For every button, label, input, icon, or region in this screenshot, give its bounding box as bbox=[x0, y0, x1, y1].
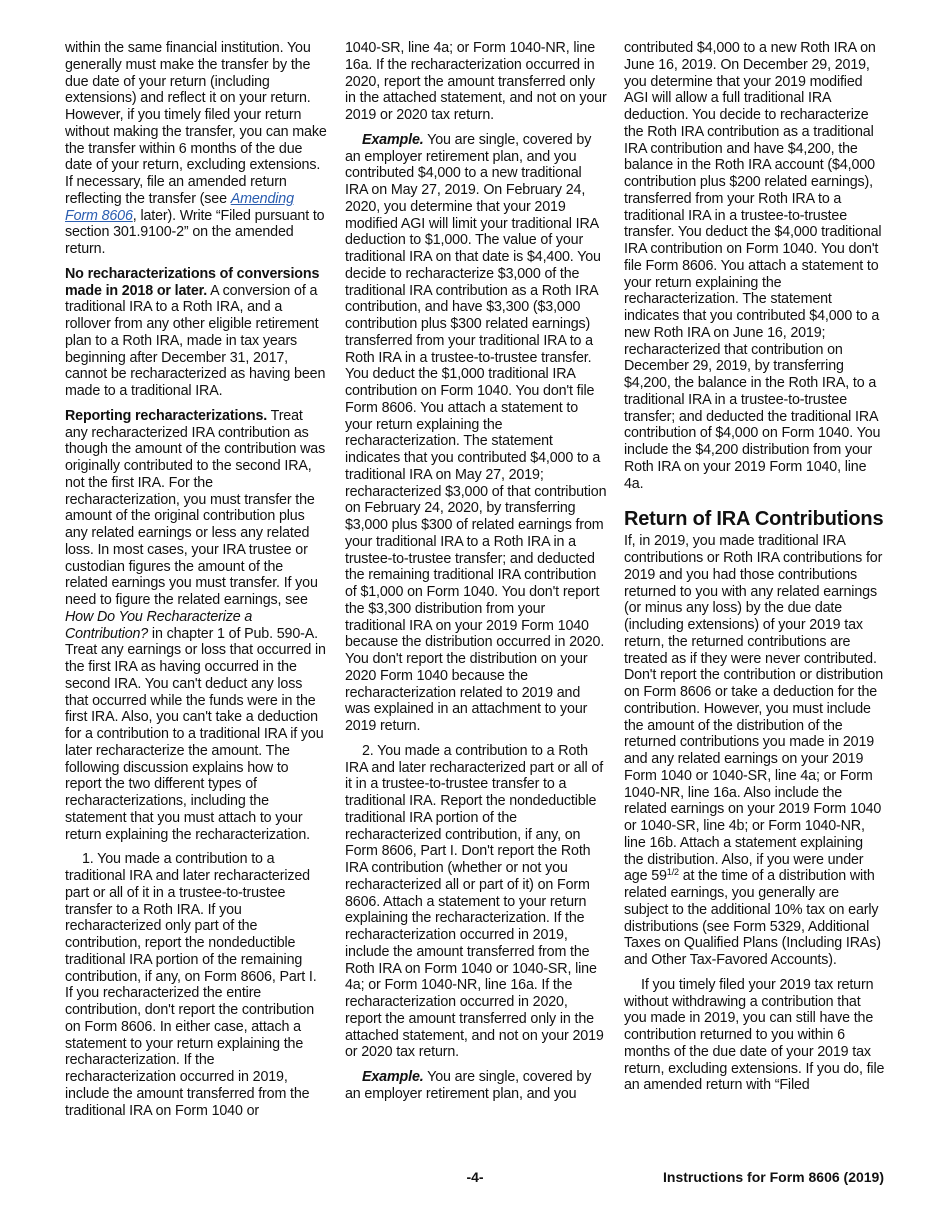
paragraph-case-1: 1. You made a contribution to a traditional IRA and later recharacterized part or all of it in a trustee-to-trustee transfer to a Roth IRA. If you recharacterized only part of the contribution, report the nondeductible traditional IRA portion of the remaining contribution, if any, on Form 8606, Part I. If you recharacterized the entire contribution, don't report the contribution on Form 8606. In either case, attach a statement to your return explaining the recharacterization. If the recharacterization occurred in 2019, include the amount transferred from the traditional IRA on Form 1040 or bbox=[65, 851, 317, 1119]
no-recharacterizations-heading: No recharacterizations of conversions made in 2018 or later. bbox=[65, 265, 320, 299]
paragraph-example-1: Example. You are single, covered by an employer retirement plan, and you contributed $4,000 to a new traditional IRA on May 27, 2019. On February 24, 2020, you determine that your 2019 modified AGI will limit your traditional IRA deduction to $1,000. The value of your traditional IRA on that date is $4,400. You decide to recharacterize $3,000 of the traditional IRA contribution as a Roth IRA contribution, and have $3,300 ($3,000 contribution plus $300 related earnings) transferred from your traditional IRA to a Roth IRA in a trustee-to-trustee transfer. You deduct the $1,000 traditional IRA contribution on Form 1040. You don't file Form 8606. You attach a statement to your return explaining the recharacterization. The statement indicates that you contributed $4,000 to a traditional IRA on May 27, 2019; recharacterized $3,000 of that contribution on February 24, 2020, by transferring $3,000 plus $300 of related earnings from your traditional IRA to a Roth IRA in a trustee-to-trustee transfer; and deducted the remaining traditional IRA contribution of $1,000 on Form 1040. You don't report the $3,300 distribution from your traditional IRA on your 2019 Form 1040 because the distribution occurred in 2020. You don't report the distribution on your 2020 Form 1040 because the recharacterization related to 2019 and was explained in an attachment to your 2019 return. bbox=[345, 131, 607, 734]
paragraph-example-2: Example. You are single, covered by an employer retirement plan, and you bbox=[345, 1069, 592, 1102]
column-3 bbox=[624, 40, 886, 1102]
paragraph-reporting-recharacterizations: Reporting recharacterizations. Treat any recharacterized IRA contribution as though the amount of the contribution was originally contributed to the second IRA, not the first IRA. For the recharacterization, you must transfer the amount of the original contribution plus any related earnings or less any related loss. In most cases, your IRA trustee or custodian figures the amount of the related earnings you must transfer. If you need to figure the related earnings, see How Do You Recharacterize a Contribution? in chapter 1 of Pub. 590-A. Treat any earnings or loss that occurred in the first IRA as having occurred in the second IRA. You can't deduct any loss that occurred while the funds were in the first IRA. Also, you can't take a deduction for a contribution to a traditional IRA if you later recharacterize the amount. The following discussion explains how to report the two different types of recharacterizations, including the statement that you must attach to your return explaining the recharacterization. bbox=[65, 407, 326, 843]
paragraph-returned-contributions: If, in 2019, you made traditional IRA contributions or Roth IRA contributions for 2019 and you had those contributions returned to you with any related earnings (or minus any loss) by the due date (including extensions) of your 2019 tax return, the returned contributions are treated as if they were never contributed. Don't report the contribution or distribution on Form 8606 or take a deduction for the contribution. However, you must include the amount of the distribution of the returned contributions you made in 2019 and any related earnings on your 2019 Form 1040 or 1040-SR, line 4a; or Form 1040-NR, line 16a. Also include the related earnings on your 2019 Form 1040 or 1040-SR, line 4b; or Form 1040-NR, line 16b. Attach a statement explaining the distribution. Also, if you were under age $59^{1/2}$ at the time of a distribution with related earnings, you generally are subject to the additional 10% tax on early distributions (see Form 5329, Additional Taxes on Qualified Plans (Including IRAs) and Other Tax-Favored Accounts). bbox=[624, 533, 884, 968]
fraction-half: 1/2 bbox=[666, 867, 679, 878]
paragraph-timely-filed: If you timely filed your 2019 tax return without withdrawing a contribution that you made in 2019, you can still have the contribution returned to you within 6 months of the due date of your 2019 tax return, excluding extensions. If you do, file an amended return with “Filed bbox=[624, 976, 885, 1094]
pub-reference: How Do You Recharacterize a Contribution? bbox=[65, 608, 253, 642]
paragraph-case-1-continued: 1040-SR, line 4a; or Form 1040-NR, line 16a. If the recharacterization occurred in 2020, report the amount transferred only in the attached statement, and not on your 2019 or 2020 tax return. bbox=[345, 40, 607, 123]
paragraph-no-recharacterizations: No recharacterizations of conversions made in 2018 or later. A conversion of a traditional IRA to a Roth IRA, and a rollover from any other eligible retirement plan to a Roth IRA, made in tax years beginning after December 31, 2017, cannot be recharacterized as having been made to a traditional IRA. bbox=[65, 265, 326, 399]
section-heading-return-of-ira-contributions: Return of IRA Contributions bbox=[624, 508, 884, 531]
example-label: Example. bbox=[362, 131, 424, 148]
amending-form-8606-link[interactable]: Amending Form 8606 bbox=[65, 190, 294, 224]
page-number: -4- bbox=[466, 1169, 484, 1185]
paragraph-transfer-timing: within the same financial institution. You generally must make the transfer by the due date of your return (including extensions) and reflect it on your return. However, if you timely filed your return without making the transfer, you can make the transfer within 6 months of the due date of your return, excluding extensions. If necessary, file an amended return reflecting the transfer (see Amending Form 8606, later). Write “Filed pursuant to section 301.9100-2” on the amended return. bbox=[65, 40, 327, 257]
example-label: Example. bbox=[362, 1069, 424, 1085]
paragraph-case-2: 2. You made a contribution to a Roth IRA and later recharacterized part or all of it in a trustee-to-trustee transfer to a traditional IRA. Report the nondeductible traditional IRA portion of the recharacterized contribution, if any, on Form 8606, Part I. Don't report the Roth IRA contribution (whether or not you recharacterized all or part of it) on Form 8606. Attach a statement to your return explaining the recharacterization. If the recharacterization occurred in 2019, include the amount transferred from the Roth IRA on Form 1040 or 1040-SR, line 4a; or Form 1040-NR, line 16a. If the recharacterization occurred in 2020, report the amount transferred only in the attached statement, and not on your 2019 or 2020 tax return. bbox=[345, 742, 604, 1061]
reporting-recharacterizations-heading: Reporting recharacterizations. bbox=[65, 407, 268, 424]
paragraph-example-2-continued: contributed $4,000 to a new Roth IRA on June 16, 2019. On December 29, 2019, you determine that your 2019 modified AGI will allow a full traditional IRA deduction. You decide to recharacterize the Roth IRA contribution as a traditional IRA contribution and have $4,200, the balance in the Roth IRA account ($4,000 contribution plus $200 related earnings), transferred from your Roth IRA to a traditional IRA in a trustee-to-trustee transfer. You deduct the $4,000 traditional IRA contribution on Form 1040. You don't file Form 8606. You attach a statement to your return explaining the recharacterization. The statement indicates that you contributed $4,000 to a new Roth IRA on June 16, 2019; recharacterized that contribution on December 29, 2019, by transferring $4,200, the balance in the Roth IRA, to a traditional IRA in a trustee-to-trustee transfer; and deducted the traditional IRA contribution of $4,000 on Form 1040. You include the $4,200 distribution from your Roth IRA on your 2019 Form 1040, line 4a. bbox=[624, 40, 882, 492]
column-2 bbox=[345, 40, 607, 1111]
document-title: Instructions for Form 8606 (2019) bbox=[663, 1169, 884, 1185]
column-1 bbox=[65, 40, 327, 1127]
